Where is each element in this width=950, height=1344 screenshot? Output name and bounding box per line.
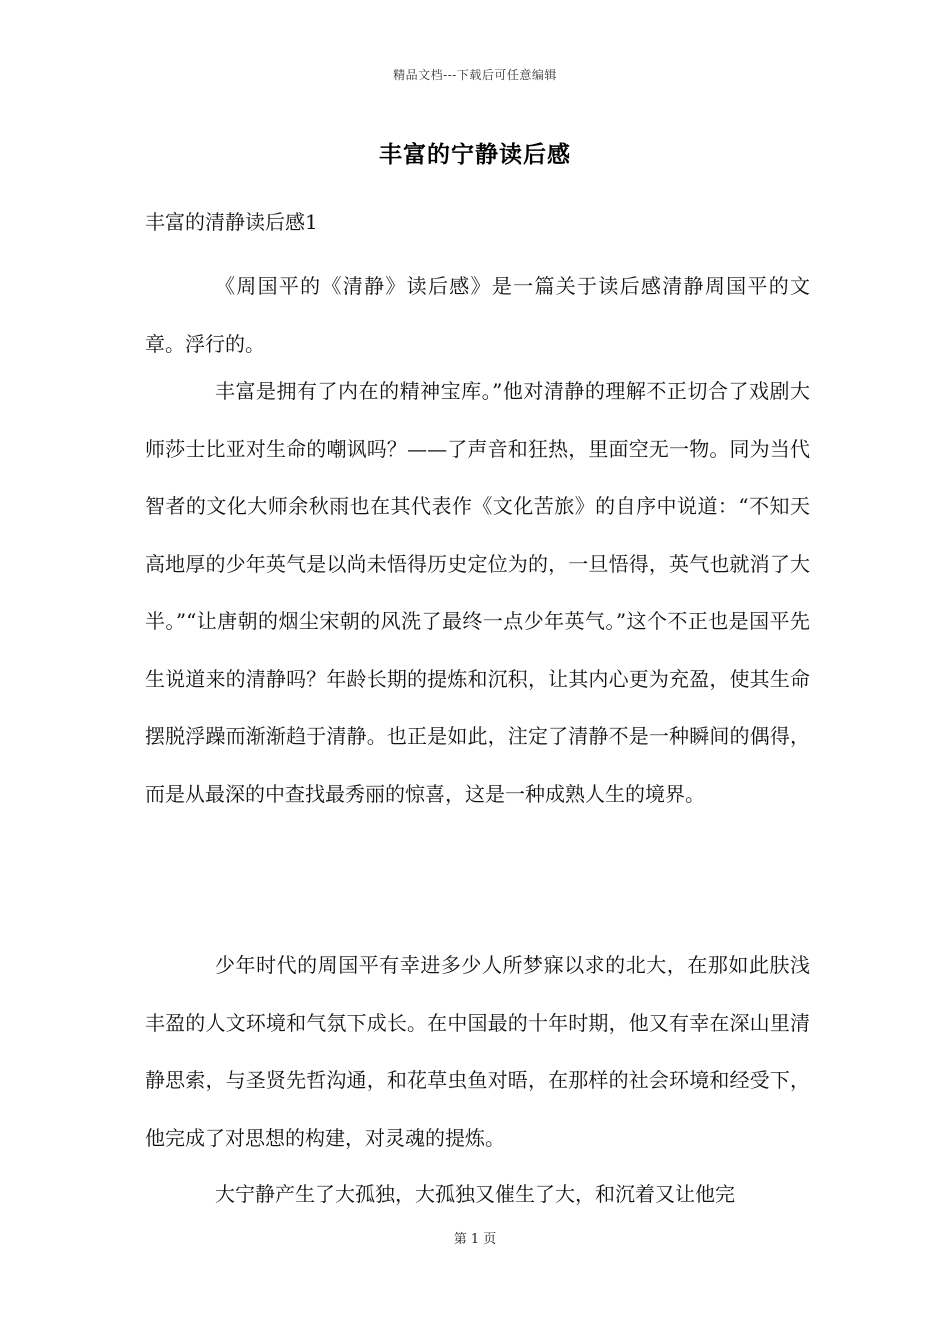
page-header: 精品文档---下载后可任意编辑 bbox=[393, 68, 557, 82]
document-title: 丰富的宁静读后感 bbox=[379, 141, 571, 168]
section-subheading: 丰富的清静读后感1 bbox=[145, 210, 318, 234]
page-number: 第 1 页 bbox=[453, 1232, 497, 1247]
paragraph: 大宁静产生了大孤独，大孤独又催生了大，和沉着又让他完 bbox=[215, 1182, 735, 1206]
paragraph: 《周国平的《清静》读后感》是一篇关于读后感清静周国平的文章。浮行的。 bbox=[145, 274, 810, 356]
paragraph: 少年时代的周国平有幸进多少人所梦寐以求的北大，在那如此肤浅丰盈的人文环境和气氛下成长。在中国最的十年时期，他又有幸在深山里清静思索，与圣贤先哲沟通，和花草虫鱼对晤，在那样的社会环境和经受下，他完成了对思想的构建，对灵魂的提炼。 bbox=[145, 953, 810, 1150]
paragraph: 丰富是拥有了内在的精神宝库。”他对清静的理解不正切合了戏剧大师莎士比亚对生命的嘲讽吗？——了声音和狂热，里面空无一物。同为当代智者的文化大师余秋雨也在其代表作《文化苦旅》的自序中说道：“不知天高地厚的少年英气是以尚未悟得历史定位为的，一旦悟得，英气也就消了大半。”“让唐朝的烟尘宋朝的风洗了最终一点少年英气。”这个不正也是国平先生说道来的清静吗？年龄长期的提炼和沉积，让其内心更为充盈，使其生命摆脱浮躁而渐渐趋于清静。也正是如此，注定了清静不是一种瞬间的偶得，而是从最深的中查找最秀丽的惊喜，这是一种成熟人生的境界。 bbox=[145, 379, 810, 806]
